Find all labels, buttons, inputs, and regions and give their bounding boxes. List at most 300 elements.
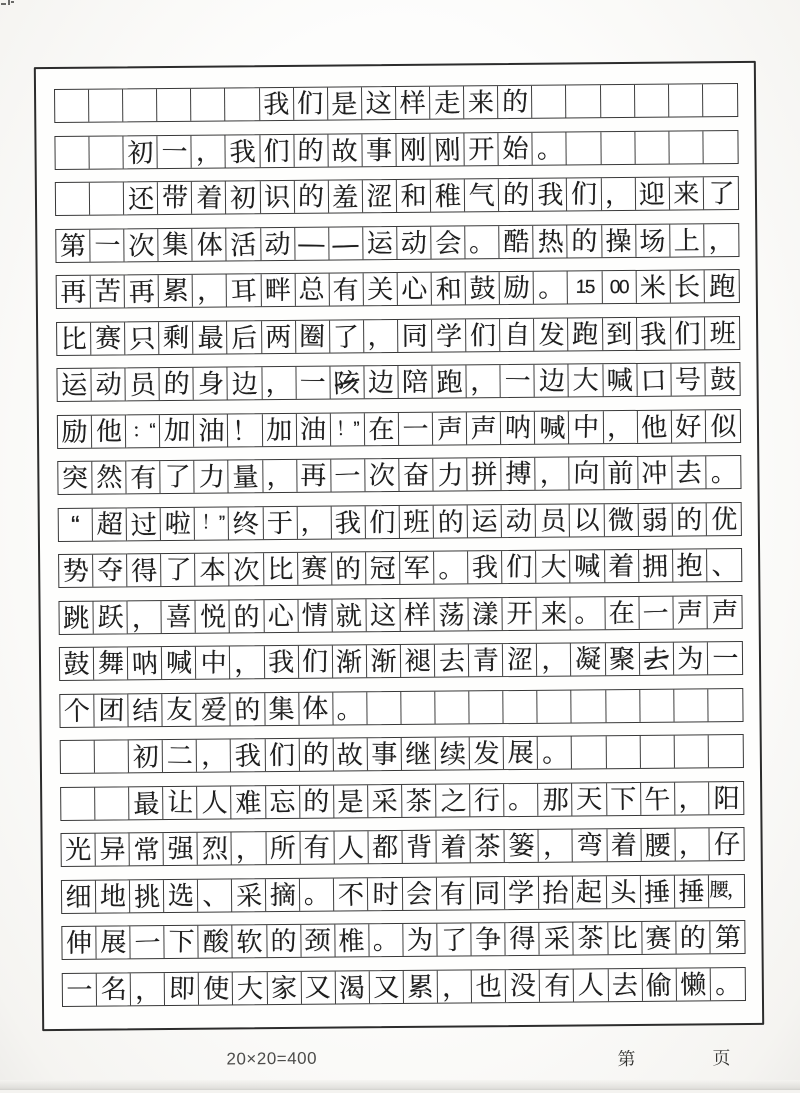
grid-cell — [573, 829, 607, 861]
handwritten-char: 场 — [639, 225, 667, 257]
handwritten-char: 赛 — [301, 553, 328, 584]
handwritten-char: 舞 — [97, 648, 124, 679]
handwritten-char: 捶 — [678, 876, 705, 907]
grid-cell — [505, 830, 539, 862]
handwritten-char: 运 — [60, 369, 88, 401]
grid-cell — [536, 458, 570, 490]
handwritten-char: 难 — [234, 787, 262, 819]
handwritten-char: 我 — [639, 318, 667, 350]
grid-cell — [95, 741, 129, 773]
grid-cell — [158, 182, 192, 214]
grid-cell — [707, 596, 741, 628]
handwritten-char: 累 — [407, 971, 434, 1002]
grid-cell — [160, 368, 194, 400]
grid-row — [61, 920, 745, 960]
grid-cell — [431, 179, 465, 211]
handwritten-char: 。 — [574, 597, 601, 628]
grid-cell — [570, 457, 604, 489]
handwritten-char: ， — [266, 461, 293, 492]
grid-cell — [436, 784, 470, 816]
handwritten-char: 发 — [538, 319, 565, 350]
handwritten-char: 体 — [196, 229, 223, 260]
grid-cell — [328, 134, 362, 166]
grid-cell — [704, 177, 738, 209]
grid-cell — [671, 363, 705, 395]
handwritten-char: 继 — [405, 738, 432, 770]
grid-cell — [471, 923, 505, 955]
grid-cell — [368, 785, 402, 817]
handwritten-char: 同 — [401, 320, 428, 351]
grid-cell — [435, 645, 469, 677]
handwritten-char: 运 — [471, 505, 498, 537]
grid-cell — [368, 738, 402, 770]
handwritten-char: 向 — [573, 457, 600, 489]
grid-cell — [199, 926, 233, 958]
grid-cell — [437, 924, 471, 956]
grid-cell — [672, 456, 706, 488]
grid-cell — [299, 692, 333, 724]
grid-cell — [197, 693, 231, 725]
grid-cell — [500, 272, 534, 304]
handwritten-char: 走 — [433, 87, 461, 119]
handwritten-char: 我 — [471, 552, 499, 583]
grid-cell — [90, 229, 124, 261]
handwritten-char: 跑 — [571, 318, 599, 349]
grid-cell — [635, 85, 669, 117]
handwritten-char: 涩 — [506, 644, 534, 675]
handwritten-char: 冲 — [641, 457, 669, 489]
grid-cell — [94, 648, 128, 680]
handwritten-char: 本 — [199, 554, 226, 585]
grid-row — [54, 130, 738, 170]
grid-cell — [264, 646, 298, 678]
grid-cell — [231, 739, 265, 771]
handwritten-char: 喊 — [606, 365, 633, 396]
handwritten-char: 一 — [402, 413, 429, 444]
grid-cell — [226, 181, 260, 213]
handwritten-char: 比 — [267, 554, 294, 585]
grid-cell — [261, 274, 295, 306]
handwritten-char: 人 — [577, 969, 605, 1000]
handwritten-char: 在 — [368, 413, 396, 444]
grid-cell — [709, 828, 743, 860]
handwritten-char: 家 — [270, 972, 298, 1003]
handwritten-char: 茶 — [577, 922, 604, 954]
handwritten-char: 赛 — [645, 923, 673, 955]
handwritten-char: 的 — [502, 179, 530, 210]
grid-cell — [469, 691, 503, 723]
handwritten-char: 仔 — [713, 829, 741, 860]
handwritten-char: 员 — [128, 369, 156, 401]
handwritten-char: 偷 — [645, 969, 673, 1001]
grid-cell — [299, 739, 333, 771]
grid-cell — [498, 86, 532, 118]
handwritten-char: 颈 — [304, 925, 331, 956]
handwritten-char: 下 — [610, 783, 637, 814]
grid-cell — [540, 923, 574, 955]
grid-cell — [499, 179, 533, 211]
grid-cell — [569, 411, 603, 443]
handwritten-char: 终 — [232, 508, 260, 539]
grid-cell — [333, 692, 367, 724]
handwritten-char: 事 — [366, 134, 393, 165]
grid-cell — [300, 785, 334, 817]
grid-cell — [466, 272, 500, 304]
handwritten-char: 的 — [297, 181, 325, 212]
grid-cell — [571, 643, 605, 675]
handwritten-char: 刚 — [433, 134, 461, 166]
handwritten-char: 常 — [132, 834, 160, 866]
grid-cell — [328, 87, 362, 119]
grid-cell — [434, 552, 468, 584]
grid-cell — [161, 507, 195, 539]
handwritten-char: 荡 — [437, 599, 465, 631]
grid-cell — [568, 271, 602, 303]
handwritten-char: 们 — [297, 88, 324, 119]
handwritten-char: 着 — [439, 831, 467, 863]
handwritten-char: 到 — [606, 318, 633, 349]
handwritten-char: 比 — [60, 323, 87, 354]
grid-cell — [265, 693, 299, 725]
grid-cell — [197, 786, 231, 818]
grid-cell — [60, 648, 94, 680]
handwritten-char: ， — [470, 366, 497, 397]
grid-cell — [329, 273, 363, 305]
handwritten-char: 声 — [676, 597, 704, 628]
grid-cell — [468, 505, 502, 537]
handwritten-char: 初 — [132, 741, 160, 773]
grid-cell — [467, 412, 501, 444]
handwritten-char: 总 — [298, 274, 326, 305]
grid-cell — [61, 741, 95, 773]
grid-cell — [331, 413, 365, 445]
grid-cell — [709, 782, 743, 814]
handwritten-char: 去 — [611, 969, 639, 1000]
handwritten-char: 我 — [229, 135, 257, 167]
grid-cell — [332, 552, 366, 584]
grid-cell — [226, 135, 260, 167]
grid-cell — [92, 368, 126, 400]
grid-cell — [127, 554, 161, 586]
grid-row — [61, 827, 745, 867]
handwritten-char: 着 — [610, 830, 637, 861]
grid-cell — [233, 925, 267, 957]
grid-cell — [573, 783, 607, 815]
grid-cell — [400, 598, 434, 630]
grid-cell — [431, 226, 465, 258]
handwritten-char: 样 — [399, 87, 426, 118]
grid-cell — [364, 366, 398, 398]
handwritten-char: 15 — [575, 276, 595, 298]
handwritten-char: 微 — [607, 504, 635, 535]
handwritten-char: 一 — [334, 460, 362, 492]
grid-cell — [368, 831, 402, 863]
handwritten-char: 有 — [332, 274, 360, 306]
grid-cell — [366, 552, 400, 584]
grid-cell — [670, 224, 704, 256]
handwritten-char: 拥 — [641, 550, 670, 582]
grid-cell — [57, 322, 91, 354]
handwritten-char: 一 — [93, 229, 121, 260]
handwritten-char: 情 — [301, 599, 329, 631]
handwritten-char: 号 — [674, 364, 702, 395]
handwritten-char: 次 — [369, 460, 396, 491]
grid-cell — [572, 736, 606, 768]
handwritten-char: 发 — [473, 738, 500, 769]
grid-cell — [539, 830, 573, 862]
grid-cell — [295, 181, 329, 213]
grid-cell — [294, 134, 328, 166]
grid-cell — [606, 690, 640, 722]
grid-cell — [470, 784, 504, 816]
handwritten-char: 声 — [470, 412, 497, 443]
handwritten-char: 一 — [642, 597, 670, 629]
grid-cell — [159, 321, 193, 353]
handwritten-char: 耳 — [230, 275, 258, 307]
handwritten-char: 友 — [166, 693, 193, 725]
handwritten-char: 次 — [127, 229, 155, 261]
handwritten-char: 天 — [576, 783, 603, 814]
handwritten-char: 即 — [168, 973, 195, 1004]
handwritten-char: ， — [678, 783, 705, 814]
handwritten-char: 呐 — [131, 648, 159, 680]
handwritten-char: 第 — [59, 230, 87, 261]
grid-cell — [299, 646, 333, 678]
grid-cell — [469, 644, 503, 676]
grid-row — [59, 688, 743, 728]
handwritten-char: 采 — [235, 880, 263, 912]
handwritten-char: 有 — [303, 832, 331, 863]
grid-cell — [602, 271, 636, 303]
handwritten-char: 活 — [229, 228, 257, 260]
grid-row — [60, 734, 744, 774]
handwritten-char: 去 — [675, 457, 702, 488]
handwritten-char: 采 — [372, 785, 399, 816]
grid-cell — [301, 971, 335, 1003]
handwritten-char: 团 — [97, 694, 125, 725]
handwritten-char: 的 — [675, 504, 703, 535]
grid-cell — [296, 367, 330, 399]
grid-cell — [501, 365, 535, 397]
grid-cell — [91, 322, 125, 354]
handwritten-char: 始 — [502, 132, 529, 164]
grid-cell — [703, 84, 737, 116]
grid-cell — [157, 89, 191, 121]
handwritten-char: 我 — [334, 507, 362, 539]
handwritten-char: 去 — [438, 645, 466, 677]
grid-cell — [506, 923, 540, 955]
handwritten-char: 们 — [369, 506, 396, 537]
handwritten-char: ， — [367, 320, 395, 351]
grid-cell — [502, 458, 536, 490]
handwritten-char: 抬 — [542, 877, 569, 908]
handwritten-char: 这 — [365, 88, 393, 119]
handwritten-char: 一 — [504, 365, 531, 396]
grid-cell — [504, 691, 538, 723]
grid-cell — [534, 272, 568, 304]
handwritten-char: 。 — [437, 552, 465, 584]
handwritten-char: 着 — [608, 551, 635, 582]
handwritten-char: 酸 — [202, 926, 229, 958]
handwritten-char: 前 — [607, 458, 634, 489]
grid-cell — [603, 411, 637, 443]
handwritten-char: 展 — [99, 927, 127, 958]
grid-cell — [503, 597, 537, 629]
handwritten-char: 一 — [66, 974, 93, 1005]
grid-cell — [568, 225, 602, 257]
grid-cell — [535, 411, 569, 443]
grid-cell — [94, 694, 128, 726]
grid-cell — [471, 877, 505, 909]
handwritten-char: 强 — [167, 833, 194, 864]
handwritten-char: 了 — [332, 321, 361, 353]
handwritten-char: 第 — [714, 922, 741, 953]
handwritten-char: 褪 — [404, 645, 431, 677]
grid-cell — [58, 462, 92, 494]
handwritten-char: 。 — [336, 693, 364, 725]
handwritten-char: 的 — [163, 368, 190, 399]
handwritten-char: 边 — [538, 365, 566, 396]
handwritten-char: 量 — [231, 461, 260, 493]
grid-cell — [231, 693, 265, 725]
grid-cell — [260, 181, 294, 213]
grid-cell — [96, 834, 130, 866]
grid-cell — [706, 456, 740, 488]
handwritten-char: 头 — [610, 876, 637, 907]
handwritten-char: 初 — [126, 136, 154, 168]
handwritten-char: 酷 — [502, 225, 530, 257]
grid-cell — [300, 878, 334, 910]
grid-cell — [539, 876, 573, 908]
grid-cell — [126, 415, 160, 447]
grid-cell — [128, 694, 162, 726]
grid-cell — [58, 415, 92, 447]
grid-cell — [465, 226, 499, 258]
grid-cell — [396, 133, 430, 165]
grid-cell — [636, 224, 670, 256]
handwritten-char: ！” — [335, 418, 359, 441]
handwritten-char: 让 — [166, 786, 194, 818]
handwritten-char: ， — [604, 179, 632, 210]
handwritten-char: 油 — [299, 413, 327, 445]
grid-cell — [706, 410, 740, 442]
grid-cell — [670, 177, 704, 209]
grid-cell — [708, 689, 742, 721]
handwritten-char: 喊 — [539, 412, 566, 443]
grid-cell — [470, 737, 504, 769]
handwritten-char: 背 — [406, 831, 433, 863]
handwritten-char: 的 — [436, 506, 464, 538]
handwritten-char: 油 — [198, 415, 225, 446]
handwritten-char: 了 — [708, 178, 735, 209]
grid-cell — [503, 644, 537, 676]
handwritten-char: 没 — [509, 970, 536, 1001]
grid-cell — [333, 645, 367, 677]
handwritten-char: 超 — [96, 508, 123, 539]
grid-cell — [639, 550, 673, 582]
grid-cell — [263, 507, 297, 539]
handwritten-char: 的 — [501, 86, 529, 117]
grid-cell — [192, 182, 226, 214]
grid-cell — [162, 647, 196, 679]
grid-cell — [504, 784, 538, 816]
handwritten-char: 班 — [709, 317, 736, 348]
handwritten-char: 人 — [201, 787, 228, 818]
grid-cell — [506, 970, 540, 1002]
grid-cell — [56, 229, 90, 261]
handwritten-char: 他 — [95, 415, 122, 446]
grid-row — [57, 409, 741, 449]
handwritten-char: 初 — [229, 182, 257, 214]
grid-cell — [705, 363, 739, 395]
grid-cell — [362, 87, 396, 119]
handwritten-char: 声 — [436, 413, 464, 445]
grid-cell — [56, 183, 90, 215]
handwritten-char: 的 — [270, 926, 297, 957]
handwritten-char: 会 — [405, 878, 433, 909]
handwritten-char: 气 — [468, 180, 495, 211]
grid-cell — [261, 227, 295, 259]
grid-cell — [538, 783, 572, 815]
handwritten-char: 加 — [265, 414, 293, 445]
grid-cell — [640, 643, 674, 675]
grid-cell — [711, 968, 745, 1000]
handwritten-char: 奋 — [402, 459, 430, 491]
grid-cell — [401, 645, 435, 677]
grid-cell — [500, 318, 534, 350]
handwritten-char: 带 — [161, 182, 189, 213]
handwritten-char: 心 — [267, 600, 294, 631]
handwritten-char: ， — [542, 830, 570, 861]
grid-cell — [675, 782, 709, 814]
handwritten-char: 为 — [677, 643, 704, 674]
handwritten-char: 异 — [99, 834, 126, 865]
grid-cell — [123, 89, 157, 121]
grid-cell — [96, 927, 130, 959]
grid-cell — [639, 596, 673, 628]
grid-cell — [434, 505, 468, 537]
handwritten-char: 了 — [164, 554, 192, 585]
handwritten-char: 长 — [673, 271, 701, 302]
handwritten-char: 只 — [128, 322, 156, 354]
grid-cell — [635, 131, 669, 163]
handwritten-char: 累 — [162, 275, 189, 306]
handwritten-char: 样 — [404, 599, 431, 630]
grid-cell — [264, 600, 298, 632]
handwritten-char: 和 — [400, 180, 427, 212]
handwritten-char: 阳 — [713, 782, 740, 813]
grid-cell — [162, 600, 196, 632]
grid-cell — [574, 969, 608, 1001]
handwritten-char: 陔 — [333, 367, 361, 399]
handwritten-char: 展 — [507, 737, 534, 768]
handwritten-char: 那 — [542, 784, 569, 815]
grid-spec-label: 20×20=400 — [226, 1048, 318, 1069]
handwritten-char: ， — [134, 974, 162, 1005]
grid-cell — [709, 735, 743, 767]
grid-cell — [298, 599, 332, 631]
grid-cell — [540, 969, 574, 1001]
grid-cell — [471, 830, 505, 862]
grid-cell — [297, 506, 331, 538]
grid-cell — [642, 968, 676, 1000]
grid-cell — [468, 551, 502, 583]
grid-cell — [266, 786, 300, 818]
grid-cell — [130, 833, 164, 865]
handwritten-char: 有 — [544, 970, 571, 1001]
grid-cell — [569, 364, 603, 396]
grid-cell — [165, 973, 199, 1005]
